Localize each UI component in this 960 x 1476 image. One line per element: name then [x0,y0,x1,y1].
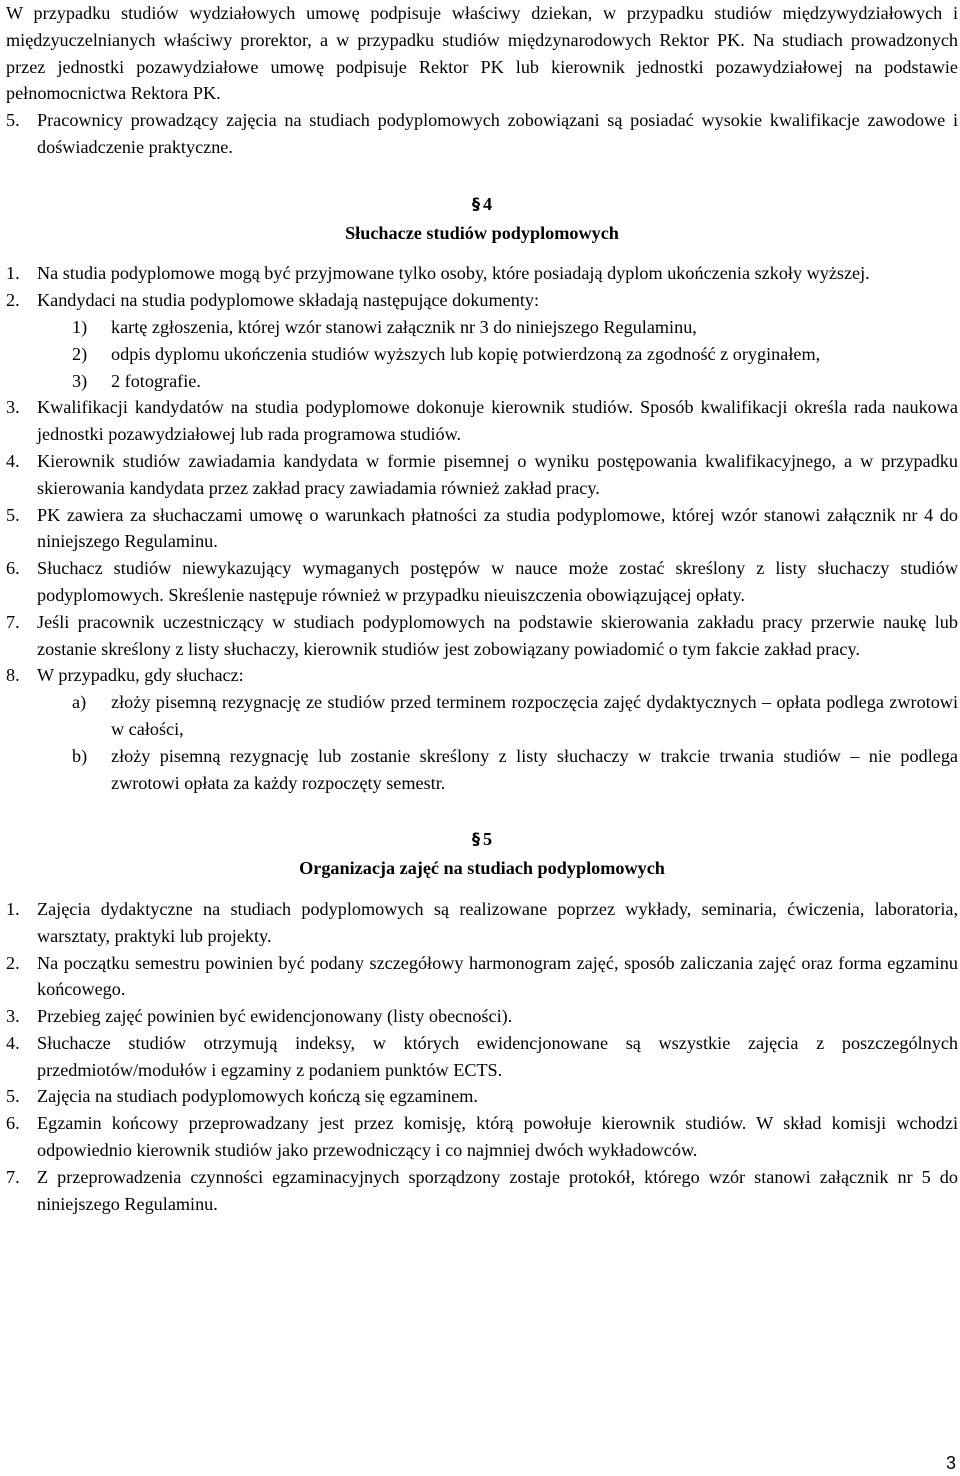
list-item [6,1083,958,1110]
sub-item-text: 2 fotografie. [111,370,201,391]
section-5-list [6,896,958,1218]
item-number: 8. [6,665,20,686]
intro-paragraph: W przypadku studiów wydziałowych umowę podpisuje właściwy dziekan, w przypadku studiów międzywydziałowych i międzyuczelnianych właściwy prorektor, a w przypadku studiów międzynarodowych Rektor PK. Na studiach prowadzonych przez jednostki pozawydziałowe umowę podpisuje Rektor PK lub kierownik jednostki pozawydziałowej na podstawie pełnomocnictwa Rektora PK. [6,3,958,104]
item-number: 6. [6,1113,20,1134]
item-number: 1. [6,263,20,284]
list-item [6,287,958,314]
section-number: 4 [482,193,493,214]
list-item [6,1003,958,1030]
section-5-heading-number [6,826,958,853]
item-number: 3. [6,397,20,418]
item-text: Na studia podyplomowe mogą być przyjmowane tylko osoby, które posiadają dyplom ukończenia szkoły wyższej. [37,263,870,284]
item-text: Zajęcia dydaktyczne na studiach podyplomowych są realizowane poprzez wykłady, seminaria, ćwiczenia, laboratoria, warsztaty, praktyki lub projekty. [37,898,958,946]
sub-item-number: 3) [72,370,88,391]
list-item [6,1164,958,1218]
item-text: Z przeprowadzenia czynności egzaminacyjnych sporządzony zostaje protokół, którego wzór stanowi załącznik nr 5 do niniejszego Regulaminu. [37,1166,958,1214]
item-text: Słuchacze studiów otrzymują indeksy, w których ewidencjonowane są wszystkie zajęcia z poszczególnych przedmiotów/modułów i egzaminy z podaniem punktów ECTS. [37,1032,958,1080]
item-text: Kwalifikacji kandydatów na studia podyplomowe dokonuje kierownik studiów. Sposób kwalifikacji określa rada naukowa jednostki pozawydziałowej lub rada programowa studiów. [37,397,958,445]
item-number: 2. [6,952,20,973]
item-number: 7. [6,1166,20,1187]
section-number: 5 [482,829,493,850]
sub-item-number: 2) [72,343,88,364]
paragraph-sign: § [471,193,480,213]
item-number: 5. [6,504,20,525]
list-item [6,555,958,609]
item-text: Zajęcia na studiach podyplomowych kończą się egzaminem. [37,1086,478,1107]
item-text: PK zawiera za słuchaczami umowę o warunkach płatności za studia podyplomowe, której wzór stanowi załącznik nr 4 do niniejszego Regulaminu. [37,504,958,552]
sub-item-text: odpis dyplomu ukończenia studiów wyższych lub kopię potwierdzoną za zgodność z oryginałem, [111,343,821,364]
item-text: Kierownik studiów zawiadamia kandydata w formie pisemnej o wyniku postępowania kwalifikacyjnego, a w przypadku skierowania kandydata przez zakład pracy zawiadamia również zakład pracy. [37,450,958,498]
item-number: 4. [6,1032,20,1053]
sub-item [6,689,958,743]
section-4-list [6,260,958,796]
item-number: 2. [6,290,20,311]
section-5-title: Organizacja zajęć na studiach podyplomowych [299,858,665,879]
list-item [6,502,958,556]
list-item [6,448,958,502]
item-number: 6. [6,558,20,579]
sub-item [6,743,958,797]
sub-item-number: 1) [72,316,88,337]
list-item [6,1030,958,1084]
section-4-title: Słuchacze studiów podyplomowych [345,222,619,243]
list-item [6,260,958,287]
list-item [6,609,958,663]
item-number: 4. [6,450,20,471]
item-text: Egzamin końcowy przeprowadzany jest przez komisję, którą powołuje kierownik studiów. W skład komisji wchodzi odpowiednio kierownik studiów jako przewodniczący i co najmniej dwóch wykładowców. [37,1113,958,1161]
item-text: Pracownicy prowadzący zajęcia na studiach podyplomowych zobowiązani są posiadać wysokie kwalifikacje zawodowe i doświadczenie praktyczne. [37,110,958,157]
paragraph-sign: § [471,829,480,849]
item-number: 3. [6,1006,20,1027]
item-number: 1. [6,898,20,919]
list-item [6,107,958,161]
sub-item-number: a) [72,692,87,713]
sub-item [6,368,958,395]
list-item [6,662,958,689]
list-item [6,950,958,1004]
item-text: Na początku semestru powinien być podany szczegółowy harmonogram zajęć, sposób zaliczania zajęć oraz forma egzaminu końcowego. [37,952,958,1000]
list-item [6,1110,958,1164]
sub-item-number: b) [72,745,88,766]
item-text: Przebieg zajęć powinien być ewidencjonowany (listy obecności). [37,1006,513,1027]
item-text: W przypadku, gdy słuchacz: [37,665,244,686]
item-number: 5. [6,1086,20,1107]
list-item [6,394,958,448]
page-number: 3 [945,1453,956,1473]
section-4-heading-number [6,191,958,218]
sub-item [6,314,958,341]
sub-item [6,341,958,368]
item-number: 5. [6,110,20,131]
sub-item-text: złoży pisemną rezygnację ze studiów przed terminem rozpoczęcia zajęć dydaktycznych – opłata podlega zwrotowi w całości, [111,692,958,739]
list-item [6,896,958,950]
item-text: Kandydaci na studia podyplomowe składają następujące dokumenty: [37,290,540,311]
item-text: Słuchacz studiów niewykazujący wymaganych postępów w nauce może zostać skreślony z listy słuchaczy studiów podyplomowych. Skreślenie następuje również w przypadku nieuiszczenia obowiązującej opłaty. [37,558,958,605]
document-page [6,0,958,1217]
sub-item-text: złoży pisemną rezygnację lub zostanie skreślony z listy słuchaczy w trakcie trwania studiów – nie podlega zwrotowi opłata za każdy rozpoczęty semestr. [111,745,958,793]
sub-item-text: kartę zgłoszenia, której wzór stanowi załącznik nr 3 do niniejszego Regulaminu, [111,316,697,337]
item-text: Jeśli pracownik uczestniczący w studiach podyplomowych na podstawie skierowania zakładu pracy przerwie naukę lub zostanie skreślony z listy słuchaczy, kierownik studiów jest zobowiązany powiadomić o tym fakcie zakład pracy. [37,611,958,659]
item-number: 7. [6,611,20,632]
